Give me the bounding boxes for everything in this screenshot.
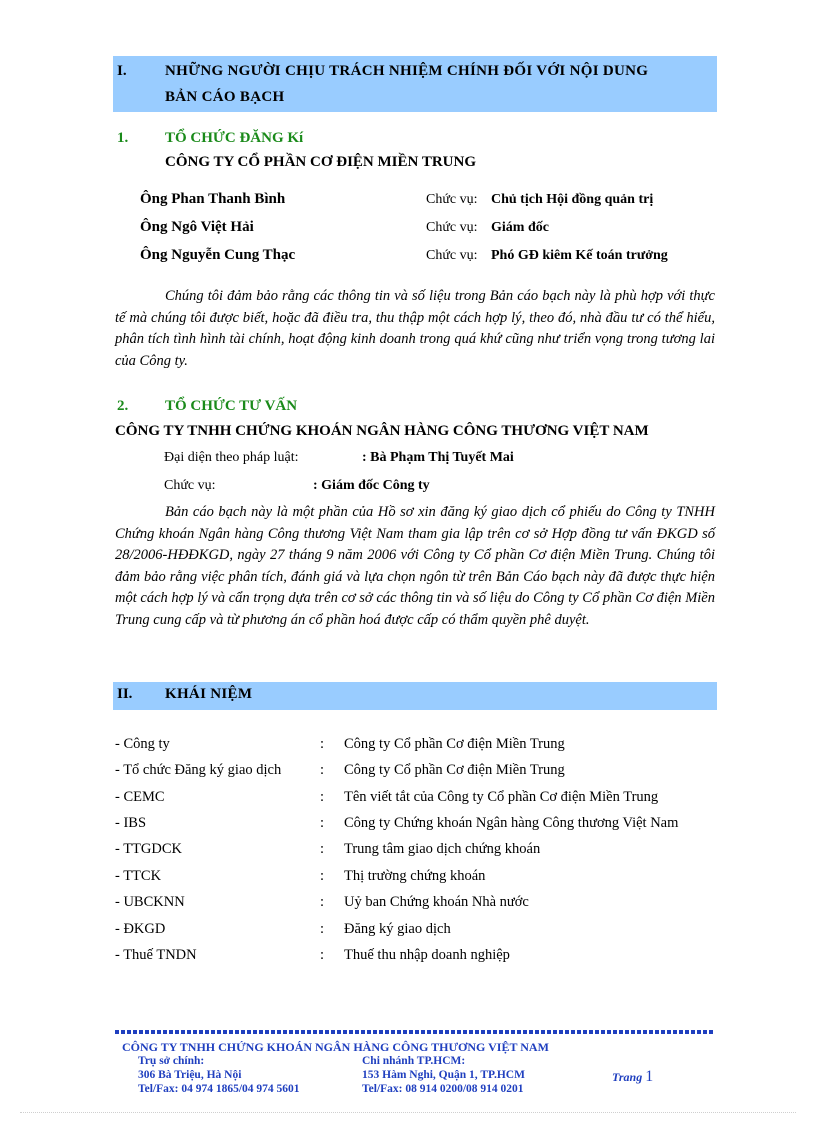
section-2-number: II. xyxy=(117,686,133,702)
section-2-title: KHÁI NIỆM xyxy=(165,686,253,702)
sub-2-statement xyxy=(115,502,715,631)
sub-2-company: CÔNG TY TNHH CHỨNG KHOÁN NGÂN HÀNG CÔNG THƯƠNG VIỆT NAM xyxy=(115,423,649,439)
role-label: Chức vụ: xyxy=(426,248,478,263)
term-definition: Công ty Cổ phần Cơ điện Miền Trung xyxy=(344,762,565,778)
term-colon: : xyxy=(320,841,325,857)
page-label: Trang xyxy=(612,1070,643,1084)
term-colon: : xyxy=(320,815,325,831)
role-value: Chủ tịch Hội đồng quản trị xyxy=(491,192,654,207)
term: - UBCKNN xyxy=(115,894,185,910)
role-value: Giám đốc xyxy=(491,220,549,235)
term-definition: Đăng ký giao dịch xyxy=(344,921,451,937)
footer-branch-address: 153 Hàm Nghi, Quận 1, TP.HCM xyxy=(362,1069,525,1081)
page-edge-divider xyxy=(20,1112,796,1113)
list-item xyxy=(115,736,715,762)
page-number-value: 1 xyxy=(645,1068,654,1085)
term-definition: Trung tâm giao dịch chứng khoán xyxy=(344,841,541,857)
list-item xyxy=(115,841,715,867)
footer-hq-address: 306 Bà Triệu, Hà Nội xyxy=(138,1069,242,1081)
sub-2-statement-text: Bản cáo bạch này là một phần của Hồ sơ xin đăng ký giao dịch cổ phiếu do Công ty TNHH Chứng khoán Ngân hàng Công thương Việt Nam tham gia lập trên cơ sở Hợp đồng tư vấn ĐKGD số 28/2006-HĐĐKGD, ngày 27 tháng 9 năm 2006 với Công ty Cổ phần Cơ điện Miền Trung. Chúng tôi đảm bảo rằng việc phân tích, đánh giá và lựa chọn ngôn từ trên Bản Cáo bạch này đã được thực hiện một cách hợp lý và cẩn trọng dựa trên cơ sở các thông tin và số liệu do Công ty Cổ phần Cơ điện Miền Trung cung cấp và từ phương án cổ phần hoá được cấp có thẩm quyền phê duyệt. xyxy=(115,504,715,628)
sub-1-heading: TỔ CHỨC ĐĂNG Kí xyxy=(165,130,304,146)
role-label: Chức vụ: xyxy=(426,192,478,207)
term-colon: : xyxy=(320,921,325,937)
section-1-header xyxy=(113,56,717,112)
sub-1-statement-text: Chúng tôi đảm bảo rằng các thông tin và số liệu trong Bản cáo bạch này là phù hợp với thực tế mà chúng tôi được biết, hoặc đã điều tra, thu thập một cách hợp lý, theo đó, nhà đầu tư có thể hiểu, phân tích tình hình tài chính, hoạt động kinh doanh trong quá khứ cũng như triển vọng trong tương lai của Công ty. xyxy=(115,288,715,369)
list-item xyxy=(115,947,715,973)
term: - Công ty xyxy=(115,736,170,752)
term-colon: : xyxy=(320,789,325,805)
list-item xyxy=(115,815,715,841)
list-item xyxy=(115,868,715,894)
page-number xyxy=(612,1068,653,1086)
term-definition: Uỷ ban Chứng khoán Nhà nước xyxy=(344,894,529,910)
role-value: Phó GĐ kiêm Kế toán trưởng xyxy=(491,248,668,263)
footer-branch-phone: Tel/Fax: 08 914 0200/08 914 0201 xyxy=(362,1083,524,1095)
list-item xyxy=(115,762,715,788)
footer-branch-label: Chi nhánh TP.HCM: xyxy=(362,1055,466,1067)
term-colon: : xyxy=(320,762,325,778)
term: - TTCK xyxy=(115,868,162,884)
pos-value: : Giám đốc Công ty xyxy=(313,478,430,493)
term-colon: : xyxy=(320,894,325,910)
sub-1-company: CÔNG TY CỔ PHẦN CƠ ĐIỆN MIỀN TRUNG xyxy=(165,154,476,170)
section-1-number: I. xyxy=(117,63,127,79)
term: - TTGDCK xyxy=(115,841,182,857)
footer-hq-phone: Tel/Fax: 04 974 1865/04 974 5601 xyxy=(138,1083,300,1095)
term: - CEMC xyxy=(115,789,165,805)
term-colon: : xyxy=(320,947,325,963)
sub-1-statement xyxy=(115,286,715,372)
term: - IBS xyxy=(115,815,147,831)
rep-value: : Bà Phạm Thị Tuyết Mai xyxy=(362,450,514,465)
person-name: Ông Nguyễn Cung Thạc xyxy=(140,247,296,263)
term-colon: : xyxy=(320,868,325,884)
footer-hq-label: Trụ sở chính: xyxy=(138,1055,205,1067)
term-definition: Thị trường chứng khoán xyxy=(344,868,486,884)
section-1-title-line2: BẢN CÁO BẠCH xyxy=(165,89,285,105)
section-2-header xyxy=(113,682,717,710)
rep-label: Đại diện theo pháp luật: xyxy=(164,450,299,465)
person-name: Ông Ngô Việt Hải xyxy=(140,219,254,235)
list-item xyxy=(115,894,715,920)
section-1-title-line1: NHỮNG NGƯỜI CHỊU TRÁCH NHIỆM CHÍNH ĐỐI VỚI NỘI DUNG xyxy=(165,63,649,79)
term-colon: : xyxy=(320,736,325,752)
term: - Tổ chức Đăng ký giao dịch xyxy=(115,762,282,778)
term-definition: Công ty Chứng khoán Ngân hàng Công thương Việt Nam xyxy=(344,815,679,831)
footer-divider xyxy=(115,1030,715,1034)
person-name: Ông Phan Thanh Bình xyxy=(140,191,286,207)
list-item xyxy=(115,921,715,947)
pos-label: Chức vụ: xyxy=(164,478,216,493)
term-definition: Công ty Cổ phần Cơ điện Miền Trung xyxy=(344,736,565,752)
role-label: Chức vụ: xyxy=(426,220,478,235)
list-item xyxy=(115,789,715,815)
sub-2-heading: TỔ CHỨC TƯ VẤN xyxy=(165,398,298,414)
footer-company: CÔNG TY TNHH CHỨNG KHOÁN NGÂN HÀNG CÔNG THƯƠNG VIỆT NAM xyxy=(122,1040,549,1054)
sub-1-number: 1. xyxy=(117,130,129,146)
term-definition: Tên viết tắt của Công ty Cổ phần Cơ điện Miền Trung xyxy=(344,789,659,805)
term: - ĐKGD xyxy=(115,921,166,937)
term: - Thuế TNDN xyxy=(115,947,197,963)
sub-2-number: 2. xyxy=(117,398,129,414)
term-definition: Thuế thu nhập doanh nghiệp xyxy=(344,947,510,963)
